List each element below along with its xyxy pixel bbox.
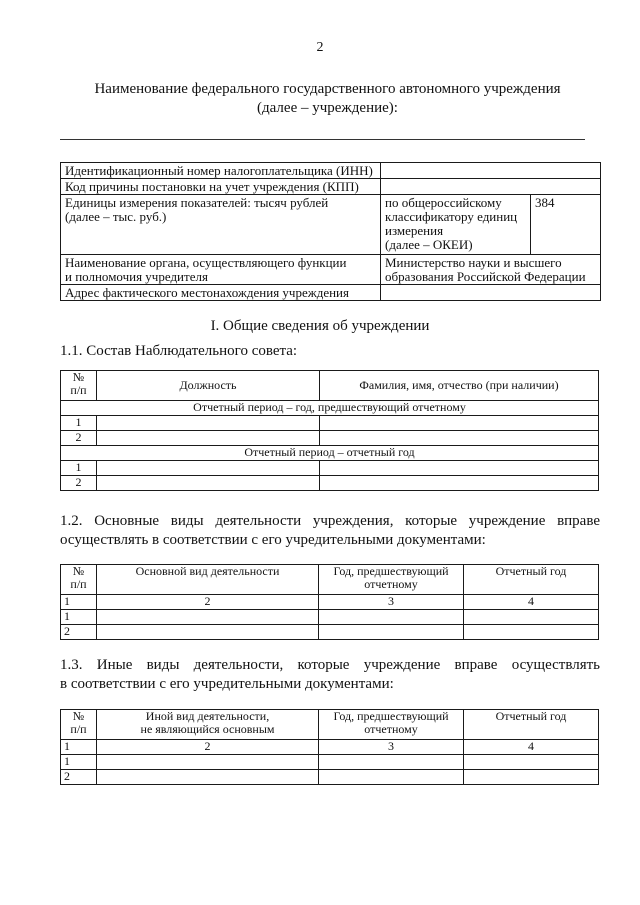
institution-info-table xyxy=(60,162,601,301)
s12-col-curr-year: Отчетный год xyxy=(464,565,599,595)
prev-year-cell xyxy=(319,755,464,770)
address-row xyxy=(61,285,601,301)
s12-col-prev-line-1: Год, предшествующий xyxy=(333,564,449,578)
table-row xyxy=(61,770,599,785)
okei-line-1: по общероссийскому xyxy=(385,195,502,210)
s12-header-row xyxy=(61,565,599,595)
table-row xyxy=(61,610,599,625)
s11-col-no-line-1: № xyxy=(72,370,85,384)
supervisory-board-table xyxy=(60,370,599,491)
s13-col-prev-line-2: отчетному xyxy=(364,722,418,736)
column-number: 2 xyxy=(97,740,319,755)
address-label: Адрес фактического местонахождения учреждения xyxy=(61,285,381,301)
table-row xyxy=(61,625,599,640)
row-number: 1 xyxy=(61,610,97,625)
units-label-line-2: (далее – тыс. руб.) xyxy=(65,209,167,224)
s12-number-row xyxy=(61,595,599,610)
s13-col-activity xyxy=(97,710,319,740)
s11-period-prev-row xyxy=(61,401,599,416)
s11-period-prev: Отчетный период – год, предшествующий отчетному xyxy=(61,401,599,416)
prev-year-cell xyxy=(319,770,464,785)
table-row xyxy=(61,431,599,446)
prev-year-cell xyxy=(319,625,464,640)
s12-col-no xyxy=(61,565,97,595)
s13-title-line-1: 1.3. Иные виды деятельности, которые учреждение вправе осуществлять xyxy=(60,657,600,673)
kpp-row xyxy=(61,179,601,195)
activity-cell xyxy=(97,625,319,640)
institution-name-line xyxy=(60,139,585,140)
address-value xyxy=(381,285,601,301)
s13-col-activity-line-1: Иной вид деятельности, xyxy=(145,709,270,723)
table-row xyxy=(61,416,599,431)
s11-col-name: Фамилия, имя, отчество (при наличии) xyxy=(320,371,599,401)
s13-header-row xyxy=(61,710,599,740)
s13-col-activity-line-2: не являющийся основным xyxy=(140,722,275,736)
row-number: 1 xyxy=(61,755,97,770)
section-title: I. Общие сведения об учреждении xyxy=(210,318,430,334)
activity-cell xyxy=(97,770,319,785)
founder-label xyxy=(61,255,381,285)
units-label-line-1: Единицы измерения показателей: тысяч рублей xyxy=(65,195,329,210)
s13-number-row xyxy=(61,740,599,755)
table-row xyxy=(61,461,599,476)
okei-line-2: классификатору единиц xyxy=(385,209,518,224)
column-number: 4 xyxy=(464,595,599,610)
curr-year-cell xyxy=(464,755,599,770)
table-row xyxy=(61,755,599,770)
column-number: 4 xyxy=(464,740,599,755)
name-cell xyxy=(320,461,599,476)
inn-label: Идентификационный номер налогоплательщика (ИНН) xyxy=(61,163,381,179)
s12-col-no-line-1: № xyxy=(72,564,85,578)
founder-label-line-1: Наименование органа, осуществляющего функции xyxy=(65,255,347,270)
s11-title: 1.1. Состав Наблюдательного совета: xyxy=(60,343,298,359)
s12-col-no-line-2: п/п xyxy=(70,577,87,591)
row-number: 1 xyxy=(61,416,97,431)
column-number: 1 xyxy=(61,595,97,610)
row-number: 2 xyxy=(61,770,97,785)
founder-row xyxy=(61,255,601,285)
s11-period-curr-row xyxy=(61,446,599,461)
row-number: 2 xyxy=(61,431,97,446)
s13-title xyxy=(60,656,600,694)
row-number: 2 xyxy=(61,476,97,491)
okei-line-4: (далее – ОКЕИ) xyxy=(385,237,473,252)
column-number: 2 xyxy=(97,595,319,610)
column-number: 3 xyxy=(319,595,464,610)
s12-title xyxy=(60,512,600,550)
s12-title-line-1: 1.2. Основные виды деятельности учреждения, которые учреждение вправе xyxy=(60,513,600,529)
kpp-label: Код причины постановки на учет учреждения (КПП) xyxy=(61,179,381,195)
name-cell xyxy=(320,431,599,446)
s11-col-no-line-2: п/п xyxy=(70,383,87,397)
okei-label xyxy=(381,195,531,255)
table-row xyxy=(61,476,599,491)
row-number: 2 xyxy=(61,625,97,640)
inn-value xyxy=(381,163,601,179)
page-number: 2 xyxy=(316,40,324,55)
founder-value-line-2: образования Российской Федерации xyxy=(385,269,586,284)
units-row xyxy=(61,195,601,255)
position-cell xyxy=(97,461,320,476)
other-activities-table xyxy=(60,709,599,785)
name-cell xyxy=(320,416,599,431)
curr-year-cell xyxy=(464,770,599,785)
s13-col-no-line-2: п/п xyxy=(70,722,87,736)
position-cell xyxy=(97,431,320,446)
position-cell xyxy=(97,416,320,431)
kpp-value xyxy=(381,179,601,195)
s13-col-prev-line-1: Год, предшествующий xyxy=(333,709,449,723)
okei-line-3: измерения xyxy=(385,223,444,238)
s13-col-no xyxy=(61,710,97,740)
header-line-2: (далее – учреждение): xyxy=(257,100,398,116)
s12-col-prev-line-2: отчетному xyxy=(364,577,418,591)
s13-col-prev-year xyxy=(319,710,464,740)
row-number: 1 xyxy=(61,461,97,476)
name-cell xyxy=(320,476,599,491)
column-number: 1 xyxy=(61,740,97,755)
document-header xyxy=(60,80,595,118)
s13-col-no-line-1: № xyxy=(72,709,85,723)
s12-title-line-2: осуществлять в соответствии с его учредительными документами: xyxy=(60,532,486,548)
activity-cell xyxy=(97,610,319,625)
units-label xyxy=(61,195,381,255)
header-line-1: Наименование федерального государственного автономного учреждения xyxy=(94,81,561,97)
curr-year-cell xyxy=(464,610,599,625)
position-cell xyxy=(97,476,320,491)
column-number: 3 xyxy=(319,740,464,755)
s11-period-curr: Отчетный период – отчетный год xyxy=(61,446,599,461)
inn-row xyxy=(61,163,601,179)
s13-col-curr-year: Отчетный год xyxy=(464,710,599,740)
s13-title-line-2: в соответствии с его учредительными документами: xyxy=(60,676,394,692)
founder-label-line-2: и полномочия учредителя xyxy=(65,269,208,284)
curr-year-cell xyxy=(464,625,599,640)
s11-header-row xyxy=(61,371,599,401)
okei-code: 384 xyxy=(531,195,601,255)
s12-col-activity: Основной вид деятельности xyxy=(97,565,319,595)
founder-value-line-1: Министерство науки и высшего xyxy=(385,255,562,270)
founder-value xyxy=(381,255,601,285)
main-activities-table xyxy=(60,564,599,640)
s11-col-no xyxy=(61,371,97,401)
s12-col-prev-year xyxy=(319,565,464,595)
activity-cell xyxy=(97,755,319,770)
s11-col-position: Должность xyxy=(97,371,320,401)
prev-year-cell xyxy=(319,610,464,625)
